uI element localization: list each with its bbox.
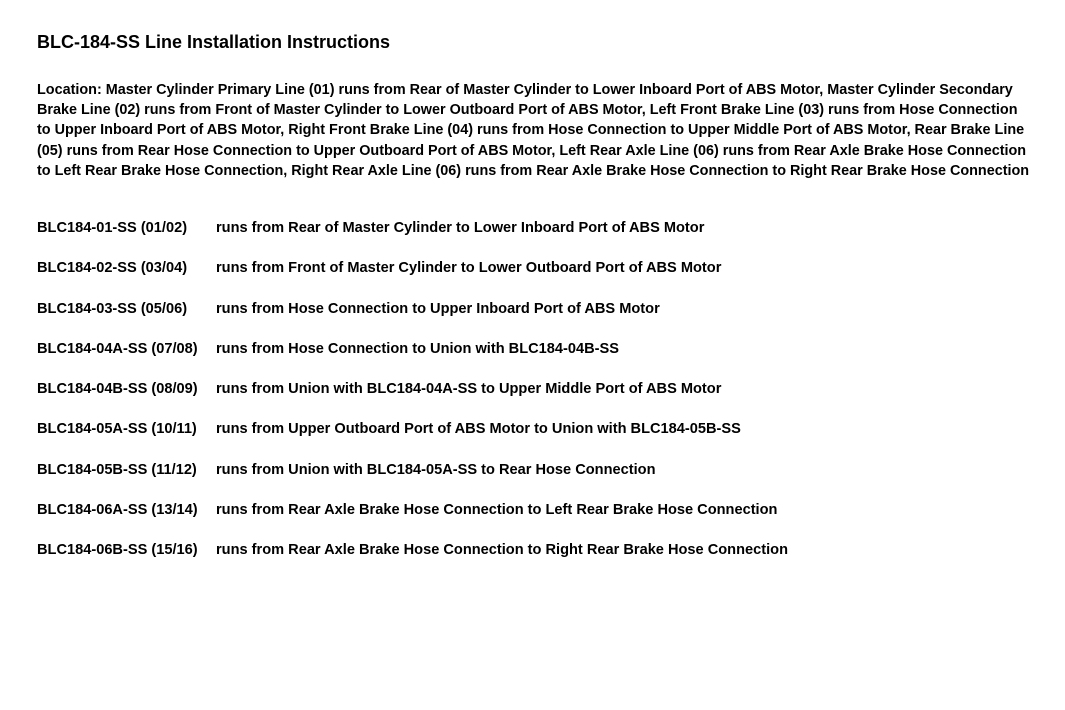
part-number: BLC184-06A-SS (13/14): [37, 502, 198, 519]
location-line: Location: Master Cylinder Primary Line (01) runs from Rear of Master Cylinder to Lower Inboard Port of ABS Motor, Master Cylinder Secondary: [37, 82, 1013, 98]
part-description: runs from Rear Axle Brake Hose Connection to Right Rear Brake Hose Connection: [216, 542, 788, 559]
part-number: BLC184-02-SS (03/04): [37, 260, 188, 277]
location-line: to Upper Inboard Port of ABS Motor, Right Front Brake Line (04) runs from Hose Connection to Upper Middle Port of ABS Motor, Rear Brake Line: [37, 122, 1025, 139]
location-line: Brake Line (02) runs from Front of Master Cylinder to Lower Outboard Port of ABS Motor, Left Front Brake Line (03) runs from Hose Connection: [37, 102, 1018, 119]
part-description: runs from Rear Axle Brake Hose Connection to Left Rear Brake Hose Connection: [216, 502, 778, 519]
part-number: BLC184-03-SS (05/06): [37, 300, 188, 317]
part-description: runs from Hose Connection to Union with BLC184-04B-SS: [216, 340, 619, 357]
part-number: BLC184-05A-SS (10/11): [37, 421, 197, 438]
list-item: [37, 381, 1037, 421]
part-description: runs from Front of Master Cylinder to Lower Outboard Port of ABS Motor: [216, 260, 722, 277]
list-item: [37, 542, 1037, 582]
part-description: runs from Rear of Master Cylinder to Lower Inboard Port of ABS Motor: [216, 220, 705, 236]
part-number: BLC184-04A-SS (07/08): [37, 340, 198, 357]
part-number: BLC184-05B-SS (11/12): [37, 461, 197, 478]
list-item: [37, 220, 1037, 260]
part-description: runs from Union with BLC184-04A-SS to Upper Middle Port of ABS Motor: [216, 381, 722, 398]
part-description: runs from Union with BLC184-05A-SS to Rear Hose Connection: [216, 461, 656, 478]
part-number: BLC184-06B-SS (15/16): [37, 542, 198, 559]
parts-list: [37, 220, 1037, 583]
list-item: [37, 341, 1037, 381]
list-item: [37, 301, 1037, 341]
part-description: runs from Hose Connection to Upper Inboard Port of ABS Motor: [216, 300, 660, 317]
list-item: [37, 421, 1037, 461]
location-line: (05) runs from Rear Hose Connection to Upper Outboard Port of ABS Motor, Left Rear Axle Line (06) runs from Rear Axle Brake Hose Connection: [37, 142, 1027, 159]
part-description: runs from Upper Outboard Port of ABS Motor to Union with BLC184-05B-SS: [216, 421, 741, 438]
list-item: [37, 502, 1037, 542]
part-number: BLC184-01-SS (01/02): [37, 220, 188, 236]
part-number: BLC184-04B-SS (08/09): [37, 381, 198, 398]
list-item: [37, 462, 1037, 502]
location-line: to Left Rear Brake Hose Connection, Right Rear Axle Line (06) runs from Rear Axle Brake Hose Connection to Right Rear Brake Hose Connection: [37, 162, 1030, 179]
list-item: [37, 260, 1037, 300]
location-paragraph: [37, 80, 1032, 181]
page-title: BLC-184-SS Line Installation Instructions: [37, 32, 391, 52]
